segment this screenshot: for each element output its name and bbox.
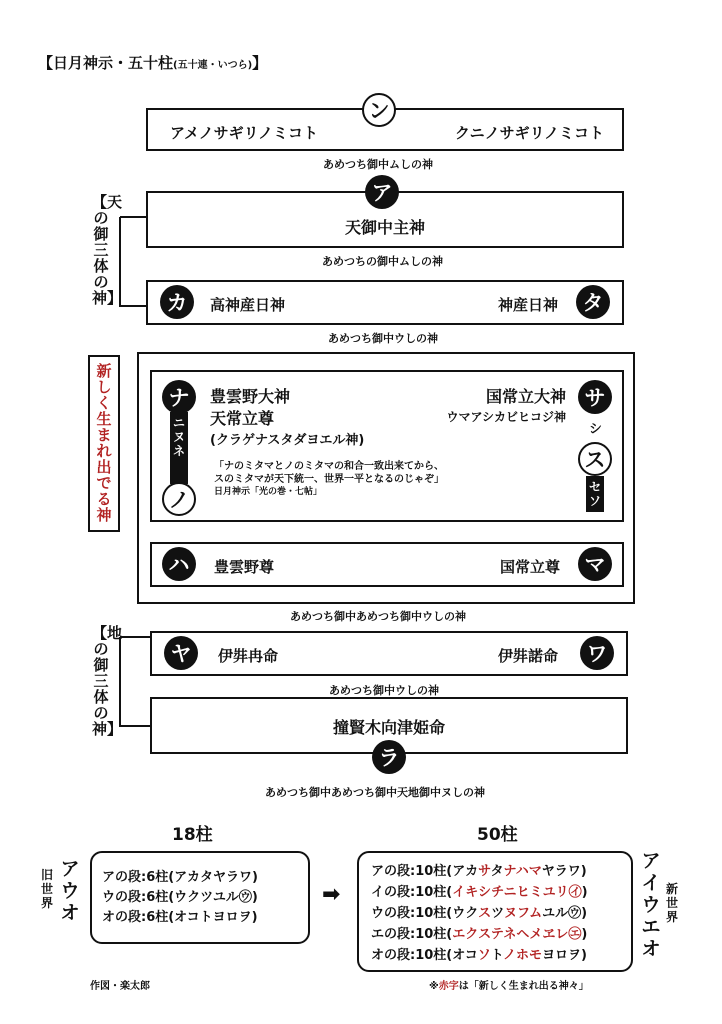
na-bar: ニヌネ [170, 412, 188, 484]
mid-caption: あめつち御中あめつち御中ウしの神 [290, 610, 466, 623]
new-world-big: アイウエオ [641, 850, 661, 960]
mark-shi: シ [588, 422, 602, 437]
footnote: ※赤字は「新しく生まれ出る神々」 [429, 981, 589, 992]
ka-right-name: 神産日神 [497, 296, 558, 314]
title-small: (五十連・いつら) [173, 60, 253, 71]
quote-line-1: 「ナのミタマとノのミタマの和合一致出来てから、 [214, 461, 444, 472]
earth-label: 【地の御三体の神】 [92, 624, 123, 738]
mark-wa: ワ [580, 636, 614, 670]
mark-a: ア [365, 175, 399, 209]
left-row: オの段:6柱(オコトヨロヲ) [102, 910, 258, 925]
sa-bar: セソ [586, 476, 604, 512]
top-left-name: アメノサギリノミコト [170, 124, 319, 142]
right-row: イの段:10柱(イキシチニヒミユリ㋑) [371, 885, 588, 900]
ra-name: 撞賢木向津姫命 [332, 718, 445, 737]
mark-sa: サ [578, 380, 612, 414]
arrow-icon: ➡ [322, 882, 341, 907]
mark-no: ノ [162, 482, 196, 516]
left-row: ウの段:6柱(ウクツユル㋒) [102, 890, 258, 905]
new-label-frame [88, 355, 120, 532]
heaven-label: 【天の御三体の神】 [92, 193, 123, 307]
right-row: オの段:10柱(オコソトノホモヨロヲ) [371, 948, 587, 963]
na-right-name1: 国常立大神 [485, 387, 566, 406]
mark-ha: ハ [162, 547, 196, 581]
old-world-small: 旧世界 [40, 868, 53, 910]
mark-ya: ヤ [164, 636, 198, 670]
title-end: 】 [252, 54, 268, 72]
new-label: 新しく生まれ出でる神 [96, 362, 112, 524]
new-world-small: 新世界 [665, 882, 678, 924]
a-name: 天御中主神 [344, 218, 425, 237]
ha-right-name: 国常立尊 [499, 558, 560, 576]
quote-source: 日月神示「光の巻・七帖」 [214, 487, 323, 497]
quote-block [214, 460, 444, 499]
left-table [90, 851, 310, 944]
left-table-heading: 18柱 [172, 825, 213, 845]
mark-ta: タ [576, 285, 610, 319]
na-right-name2: ウマアシカビヒコジ神 [446, 410, 566, 424]
na-left-name2: 天常立尊 [210, 409, 275, 428]
top-caption: あめつち御中ムしの神 [323, 158, 433, 171]
ya-caption: あめつち御中ウしの神 [329, 684, 439, 697]
mark-ka: カ [160, 285, 194, 319]
ka-left-name: 高神産日神 [210, 296, 286, 314]
old-world-big: アウオ [60, 858, 80, 924]
a-caption: あめつちの御中ムしの神 [322, 255, 443, 268]
ha-box [150, 542, 624, 587]
na-box [150, 370, 624, 522]
top-right-name: クニノサギリノミコト [454, 124, 604, 142]
ya-right-name: 伊弉諾命 [497, 647, 558, 665]
right-row: エの段:10柱(エクステネヘメヱレ㋓) [371, 927, 588, 942]
na-left-name1: 豊雲野大神 [210, 387, 291, 406]
right-table-heading: 50柱 [477, 825, 518, 845]
title-main: 【日月神示・五十柱 [38, 54, 174, 72]
na-left-name3: (クラゲナスタダヨエル神) [210, 433, 365, 448]
right-row: ウの段:10柱(ウクスツヌフムユル㋒) [371, 906, 588, 921]
quote-line-2: スのミタマが天下統一、世界一平となるのじゃぞ」 [214, 474, 444, 485]
ra-caption: あめつち御中あめつち御中天地御中ヌしの神 [265, 786, 485, 799]
mark-ra: ラ [372, 740, 406, 774]
right-table [357, 851, 633, 972]
ya-left-name: 伊弉冉命 [218, 647, 279, 665]
ha-left-name: 豊雲野尊 [214, 558, 275, 576]
ka-box [146, 280, 624, 325]
right-row: アの段:10柱(アカサタナハマヤラワ) [371, 864, 587, 879]
mark-n: ン [362, 93, 396, 127]
mark-na: ナ [162, 380, 196, 414]
left-row: アの段:6柱(アカタヤラワ) [102, 870, 258, 885]
mark-ma: マ [578, 547, 612, 581]
mark-su: ス [578, 442, 612, 476]
ya-box [150, 631, 628, 676]
credit: 作図・楽太郎 [90, 981, 150, 992]
ka-caption: あめつち御中ウしの神 [328, 332, 438, 345]
